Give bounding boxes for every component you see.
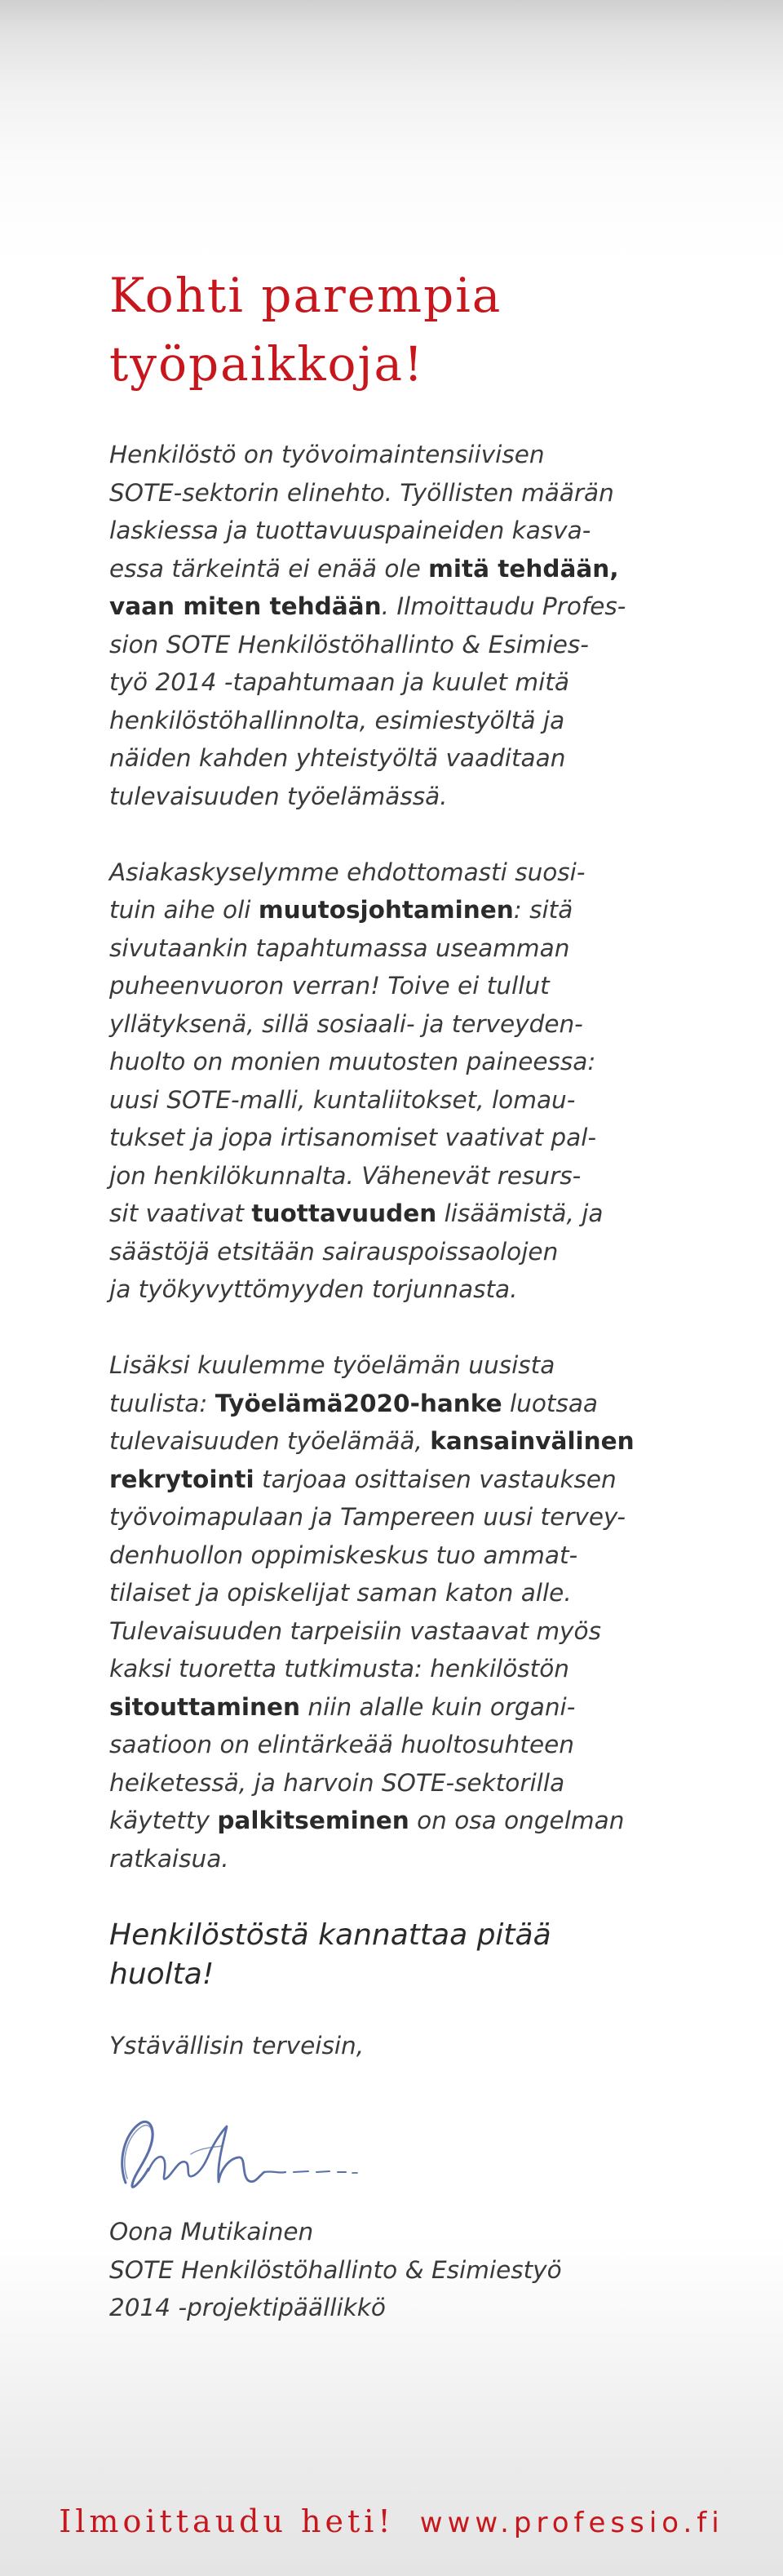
highlighted-phrase: rekrytointi — [109, 1465, 254, 1493]
highlighted-phrase: tuottavuuden — [251, 1199, 437, 1227]
body-line — [109, 436, 664, 474]
body-paragraph — [109, 436, 664, 815]
body-line — [109, 1346, 664, 1385]
body-line — [109, 1043, 664, 1081]
body-line — [109, 1157, 664, 1195]
greeting: Ystävällisin terveisin, — [109, 2031, 365, 2059]
body-line — [109, 474, 664, 512]
text-run: : sitä — [513, 896, 573, 924]
text-run: Henkilöstö on työvoimaintensiivisen — [109, 441, 545, 468]
body-line — [109, 1385, 664, 1423]
text-run: tulevaisuuden työelämässä. — [109, 782, 448, 810]
body-line — [109, 1422, 664, 1461]
highlighted-phrase: Työelämä2020-hanke — [215, 1389, 502, 1417]
text-run: työvoimapulaan ja Tampereen uusi tervey- — [109, 1503, 626, 1531]
signature-icon — [109, 2105, 403, 2201]
body-line — [109, 1081, 664, 1120]
body-line — [109, 739, 664, 778]
highlighted-phrase: muutosjohtaminen — [258, 896, 514, 924]
body-line — [109, 891, 664, 929]
text-run: denhuollon oppimiskeskus tuo ammat- — [109, 1541, 578, 1569]
text-run: tilaiset ja opiskelijat saman katon alle. — [109, 1579, 572, 1607]
text-run: saatioon on elintärkeää huoltosuhteen — [109, 1731, 574, 1758]
highlighted-phrase: palkitseminen — [217, 1807, 409, 1834]
text-run: jon henkilökunnalta. Vähenevät resurs- — [109, 1161, 582, 1190]
text-run: tuulista: — [109, 1389, 215, 1417]
text-run: niin alalle kuin organi- — [300, 1692, 576, 1721]
body-line — [109, 702, 664, 740]
register-now-link[interactable]: Ilmoittaudu heti! — [59, 2503, 395, 2539]
body-line — [109, 626, 664, 664]
text-run: ratkaisua. — [109, 1844, 229, 1873]
website-link[interactable]: www.professio.fi — [419, 2507, 724, 2539]
text-run: sit vaativat — [109, 1199, 252, 1227]
paragraphs — [109, 436, 664, 1878]
body-line — [109, 1802, 664, 1840]
body-line — [109, 587, 664, 626]
sender-title: SOTE Henkilöstöhallinto & Esimiestyö — [109, 2255, 562, 2284]
tagline-line: huolta! — [109, 1957, 215, 1991]
body-line — [109, 1270, 664, 1309]
body-line — [109, 1726, 664, 1764]
text-run: heiketessä, ja harvoin SOTE-sektorilla — [109, 1768, 565, 1797]
text-run: tulevaisuuden työelämää, — [109, 1427, 431, 1455]
headline-line: Kohti parempia — [109, 268, 502, 323]
body-line — [109, 1650, 664, 1688]
text-run: tukset ja jopa irtisanomiset vaativat pal- — [109, 1124, 597, 1151]
sender-title: 2014 -projektipäällikkö — [109, 2294, 386, 2321]
sender-name: Oona Mutikainen — [109, 2218, 314, 2246]
text-run: käytetty — [109, 1807, 218, 1834]
text-run: Tulevaisuuden tarpeisiin vastaavat myös — [109, 1616, 601, 1645]
body-text — [109, 436, 664, 2327]
text-run: sion SOTE Henkilöstöhallinto & Esimies- — [109, 630, 589, 658]
body-line — [109, 1536, 664, 1575]
text-run: SOTE-sektorin elinehto. Työllisten määrän — [109, 478, 614, 507]
body-line — [109, 1498, 664, 1536]
highlighted-phrase: sitouttaminen — [109, 1692, 301, 1721]
body-line — [109, 1005, 664, 1044]
text-run: puheenvuoron verran! Toive ei tullut — [109, 972, 550, 1000]
text-run: Asiakaskyselymme ehdottomasti suosi- — [109, 858, 586, 886]
text-run: henkilöstöhallinnolta, esimiestyöltä ja — [109, 706, 565, 734]
text-run: lisäämistä, ja — [436, 1199, 604, 1227]
text-run: on osa ongelman — [409, 1807, 625, 1834]
text-run: näiden kahden yhteistyöltä vaaditaan — [109, 744, 566, 772]
text-run: sivutaankin tapahtumassa useamman — [109, 933, 570, 962]
body-line — [109, 1195, 664, 1233]
body-paragraph — [109, 1346, 664, 1878]
body-line — [109, 1119, 664, 1157]
text-run: huolto on monien muutosten paineessa: — [109, 1048, 596, 1075]
body-line — [109, 778, 664, 816]
body-line — [109, 512, 664, 550]
headline — [109, 261, 729, 398]
highlighted-phrase: vaan miten tehdään — [109, 592, 382, 620]
text-run: yllätyksenä, sillä sosiaali- ja terveyden- — [109, 1009, 583, 1038]
body-line — [109, 663, 664, 702]
body-line — [109, 1574, 664, 1612]
highlighted-phrase: kansainvälinen — [430, 1427, 635, 1455]
text-run: säästöjä etsitään sairauspoissaolojen — [109, 1237, 559, 1266]
body-line — [109, 967, 664, 1005]
text-run: tuin aihe oli — [109, 896, 259, 924]
body-line — [109, 1233, 664, 1271]
highlighted-phrase: mitä tehdään, — [428, 554, 619, 583]
text-run: työ 2014 -tapahtumaan ja kuulet mitä — [109, 668, 569, 696]
tagline-line: Henkilöstöstä kannattaa pitää — [109, 1918, 551, 1952]
text-run: Lisäksi kuulemme työelämän uusista — [109, 1351, 555, 1379]
tagline — [109, 1916, 664, 1994]
text-run: . Ilmoittaudu Profes- — [381, 592, 626, 620]
body-line — [109, 853, 664, 892]
body-line — [109, 1688, 664, 1727]
text-run: kaksi tuoretta tutkimusta: henkilöstön — [109, 1655, 569, 1683]
body-line — [109, 1612, 664, 1651]
body-line — [109, 550, 664, 588]
text-run: uusi SOTE-malli, kuntaliitokset, lomau- — [109, 1085, 576, 1114]
sender-block — [109, 2213, 664, 2327]
body-line — [109, 929, 664, 968]
body-line — [109, 1764, 664, 1802]
text-run: ja työkyvyttömyyden torjunnasta. — [109, 1275, 518, 1303]
body-paragraph — [109, 853, 664, 1309]
text-run: luotsaa — [502, 1389, 598, 1417]
body-line — [109, 1840, 664, 1878]
text-run: essa tärkeintä ei enää ole — [109, 554, 429, 583]
headline-line: työpaikkoja! — [109, 336, 425, 392]
footer-cta[interactable] — [0, 2503, 783, 2539]
body-line — [109, 1461, 664, 1499]
text-run: tarjoaa osittaisen vastauksen — [254, 1465, 617, 1493]
text-run: laskiessa ja tuottavuuspaineiden kasva- — [109, 517, 591, 544]
